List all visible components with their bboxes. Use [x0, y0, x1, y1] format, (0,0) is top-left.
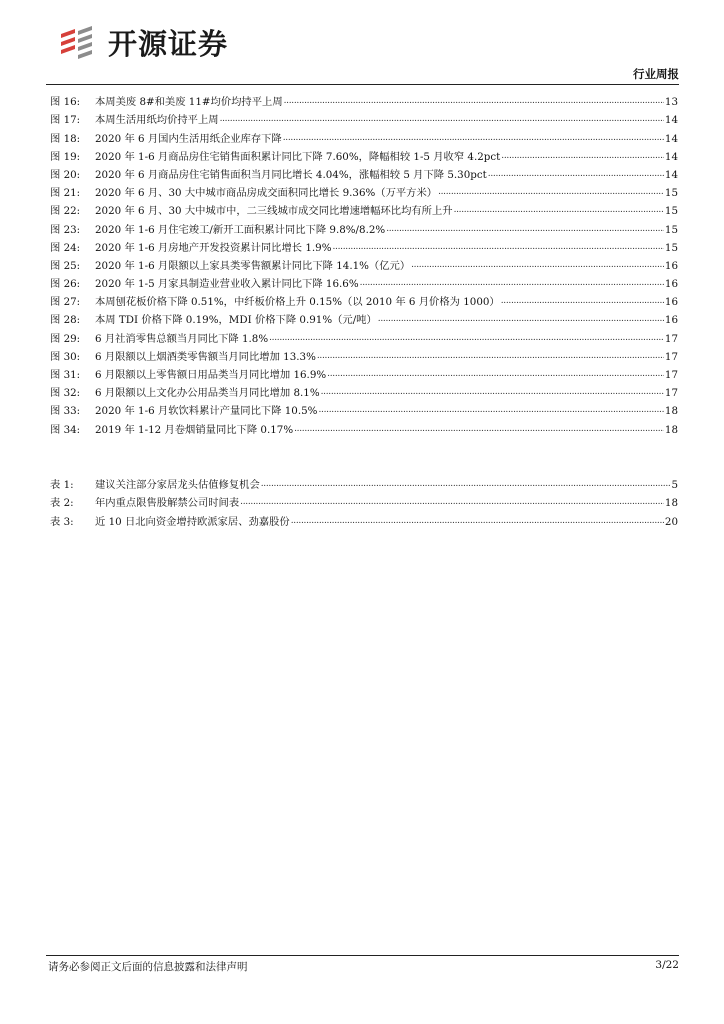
toc-entry[interactable] — [50, 474, 678, 492]
toc-entry-title: 2019 年 1-12 月卷烟销量同比下降 0.17% — [95, 423, 294, 436]
toc-entry-page: 17 — [664, 350, 678, 363]
toc-entry-label: 图 32: — [50, 387, 81, 400]
toc-entry-page: 14 — [664, 132, 678, 145]
toc-entry-title: 2020 年 6 月商品房住宅销售面积当月同比增长 4.04%，涨幅相较 5 月下降 5.30pct — [95, 168, 487, 181]
toc-leader-dots — [438, 185, 664, 199]
toc-entry-title: 近 10 日北向资金增持欧派家居、劲嘉股份 — [95, 515, 290, 528]
footer-disclaimer: 请务必参阅正文后面的信息披露和法律声明 — [48, 961, 248, 973]
toc-entry-title: 2020 年 1-6 月商品房住宅销售面积累计同比下降 7.60%，降幅相较 1-5 月收窄 4.2pct — [95, 150, 501, 163]
toc-entry-label: 表 1: — [50, 479, 74, 492]
toc-entry-label: 图 22: — [50, 205, 81, 218]
toc-entry-title: 建议关注部分家居龙头估值修复机会 — [95, 479, 260, 492]
toc-entry-label: 表 2: — [50, 497, 74, 510]
page-number: 3/22 — [655, 959, 679, 971]
toc-entry-page: 16 — [664, 314, 678, 327]
toc-entry-title: 本周生活用纸均价持平上周 — [95, 114, 219, 127]
toc-entry-page: 15 — [664, 187, 678, 200]
toc-leader-dots — [321, 385, 664, 399]
toc-entry[interactable] — [50, 418, 678, 436]
toc-entry[interactable] — [50, 146, 678, 164]
toc-entry-title: 2020 年 1-6 月软饮料累计产量同比下降 10.5% — [95, 405, 318, 418]
toc-entry[interactable] — [50, 182, 678, 200]
toc-entry-label: 图 28: — [50, 314, 81, 327]
toc-entry[interactable] — [50, 109, 678, 127]
toc-leader-dots — [240, 495, 664, 509]
toc-entry[interactable] — [50, 309, 678, 327]
toc-leader-dots — [261, 477, 671, 491]
toc-entry[interactable] — [50, 255, 678, 273]
figures-toc — [50, 91, 678, 437]
toc-entry-title: 本周 TDI 价格下降 0.19%，MDI 价格下降 0.91%（元/吨） — [95, 314, 377, 327]
toc-entry-title: 本周刨花板价格下降 0.51%，中纤板价格上升 0.15%（以 2010 年 6 月价格为 1000） — [95, 296, 500, 309]
toc-leader-dots — [291, 514, 664, 528]
brand-name: 开源证券 — [108, 26, 229, 61]
toc-leader-dots — [386, 222, 664, 236]
toc-entry-title: 6 月限额以上文化办公用品类当月同比增加 8.1% — [95, 387, 320, 400]
toc-entry-label: 图 30: — [50, 350, 81, 363]
footer-divider — [46, 955, 679, 956]
toc-entry-page: 14 — [664, 168, 678, 181]
toc-entry[interactable] — [50, 200, 678, 218]
toc-entry-page: 18 — [664, 405, 678, 418]
company-logo — [58, 22, 228, 62]
toc-entry[interactable] — [50, 492, 678, 510]
toc-entry-title: 6 月限额以上零售额日用品类当月同比增加 16.9% — [95, 369, 327, 381]
toc-leader-dots — [269, 331, 664, 345]
toc-entry-label: 图 33: — [50, 405, 81, 418]
toc-entry-title: 2020 年 1-5 月家具制造业营业收入累计同比下降 16.6% — [95, 278, 359, 291]
toc-entry-page: 16 — [664, 278, 678, 291]
toc-entry-title: 年内重点限售股解禁公司时间表 — [95, 497, 240, 510]
toc-entry-title: 2020 年 1-6 月限额以上家具类零售额累计同比下降 14.1%（亿元） — [95, 259, 411, 272]
toc-entry-page: 20 — [664, 515, 678, 528]
header-divider — [46, 84, 679, 85]
toc-entry-page: 18 — [664, 497, 678, 510]
toc-entry[interactable] — [50, 127, 678, 145]
toc-entry-label: 图 31: — [50, 369, 81, 381]
toc-entry[interactable] — [50, 91, 678, 109]
toc-leader-dots — [294, 422, 664, 436]
toc-entry-page: 14 — [664, 114, 678, 127]
toc-entry[interactable] — [50, 327, 678, 345]
toc-entry-title: 2020 年 1-6 月住宅竣工/新开工面积累计同比下降 9.8%/8.2% — [95, 223, 386, 236]
toc-leader-dots — [284, 94, 664, 108]
toc-entry[interactable] — [50, 400, 678, 418]
toc-leader-dots — [333, 240, 664, 254]
toc-entry-page: 16 — [664, 296, 678, 309]
toc-leader-dots — [488, 167, 664, 181]
toc-entry-title: 2020 年 1-6 月房地产开发投资累计同比增长 1.9% — [95, 241, 332, 254]
toc-leader-dots — [454, 203, 664, 217]
toc-entry-page: 15 — [664, 205, 678, 218]
toc-entry[interactable] — [50, 273, 678, 291]
toc-entry-page: 15 — [664, 223, 678, 236]
toc-entry-page: 17 — [664, 332, 678, 345]
toc-entry-label: 图 23: — [50, 223, 81, 236]
toc-leader-dots — [317, 349, 664, 363]
toc-entry-label: 图 17: — [50, 114, 81, 127]
toc-entry[interactable] — [50, 364, 678, 382]
toc-entry-page: 5 — [671, 479, 678, 492]
toc-entry-label: 图 20: — [50, 168, 81, 181]
toc-leader-dots — [360, 276, 664, 290]
toc-leader-dots — [327, 367, 664, 381]
toc-entry[interactable] — [50, 346, 678, 364]
toc-entry-page: 16 — [664, 259, 678, 272]
toc-entry-label: 图 34: — [50, 423, 81, 436]
toc-leader-dots — [501, 149, 664, 163]
toc-entry-page: 14 — [664, 150, 678, 163]
toc-entry-label: 图 21: — [50, 187, 81, 200]
toc-entry-label: 图 26: — [50, 278, 81, 291]
toc-entry-label: 图 16: — [50, 96, 81, 109]
toc-leader-dots — [318, 403, 663, 417]
toc-entry-page: 18 — [664, 423, 678, 436]
toc-entry-title: 2020 年 6 月、30 大中城市商品房成交面积同比增长 9.36%（万平方米） — [95, 187, 438, 200]
logo-mark-icon — [58, 22, 102, 62]
toc-entry-label: 图 29: — [50, 332, 81, 345]
toc-entry-label: 图 19: — [50, 150, 81, 163]
toc-leader-dots — [378, 312, 664, 326]
toc-entry-label: 表 3: — [50, 515, 74, 528]
toc-entry[interactable] — [50, 164, 678, 182]
toc-entry-title: 6 月社消零售总额当月同比下降 1.8% — [95, 332, 269, 345]
toc-entry-page: 17 — [664, 387, 678, 400]
toc-entry-label: 图 24: — [50, 241, 81, 254]
toc-leader-dots — [501, 294, 664, 308]
toc-entry-title: 本周美废 8#和美废 11#均价均持平上周 — [95, 96, 283, 109]
toc-entry[interactable] — [50, 291, 678, 309]
toc-entry[interactable] — [50, 218, 678, 236]
report-type-tag: 行业周报 — [633, 67, 679, 81]
toc-entry-label: 图 18: — [50, 132, 81, 145]
toc-entry-page: 15 — [664, 241, 678, 254]
tables-toc — [50, 474, 678, 529]
toc-entry-title: 6 月限额以上烟酒类零售额当月同比增加 13.3% — [95, 350, 316, 363]
toc-leader-dots — [283, 131, 664, 145]
toc-leader-dots — [220, 112, 664, 126]
toc-entry-title: 2020 年 6 月、30 大中城市中，二三线城市成交同比增速增幅环比均有所上升 — [95, 205, 453, 218]
toc-entry-label: 图 25: — [50, 259, 81, 272]
toc-entry[interactable] — [50, 510, 678, 528]
toc-entry-label: 图 27: — [50, 296, 81, 309]
toc-entry-page: 13 — [664, 96, 678, 109]
toc-entry[interactable] — [50, 382, 678, 400]
toc-entry-title: 2020 年 6 月国内生活用纸企业库存下降 — [95, 132, 282, 145]
toc-entry[interactable] — [50, 237, 678, 255]
toc-leader-dots — [411, 258, 664, 272]
toc-entry-page: 17 — [664, 369, 678, 381]
